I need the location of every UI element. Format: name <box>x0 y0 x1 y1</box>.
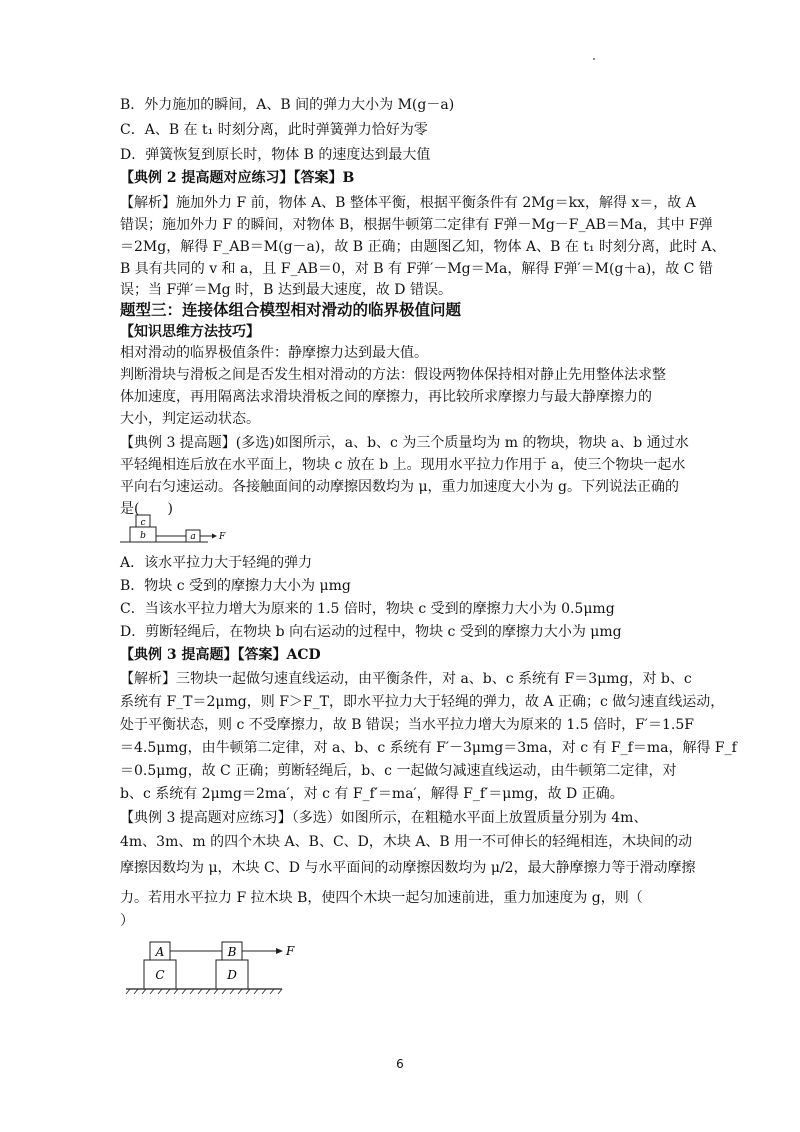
choice-c: C．当该水平拉力增大为原来的 1.5 倍时，物块 c 受到的摩擦力大小为 0.5μmg <box>120 601 615 617</box>
practice-line: 【典例 3 提高题对应练习】（多选）如图所示，在粗糙水平面上放置质量分别为 4m、 <box>120 810 648 826</box>
choice-b: B．物块 c 受到的摩擦力大小为 μmg <box>120 578 351 594</box>
practice-line: ） <box>120 913 134 929</box>
ground-hatch <box>126 989 282 994</box>
label-f: F <box>219 532 226 542</box>
option-b: B．外力施加的瞬间，A、B 间的弹力大小为 M(g－a) <box>120 97 455 113</box>
practice-line: 力。若用水平拉力 F 拉木块 B，使四个木块一起匀加速前进，重力加速度为 g，则（ <box>120 890 643 906</box>
page-number: 6 <box>396 1057 404 1071</box>
method-heading: 【知识思维方法技巧】 <box>120 324 260 340</box>
question-line: 平向右匀速运动。各接触面间的动摩擦因数均为 μ，重力加速度大小为 g。下列说法正确的 <box>120 479 679 495</box>
analysis-line: ＝0.5μmg，故 C 正确；剪断轻绳后，b、c 一起做匀减速直线运动，由牛顿第二定律，对 <box>120 763 677 779</box>
blocks-figure-1 <box>118 512 228 546</box>
analysis-line: 系统有 F_T＝2μmg，则 F＞F_T，即水平拉力大于轻绳的弹力，故 A 正确；c 做匀速直线运动， <box>120 694 725 710</box>
blocks-figure-2 <box>120 935 310 997</box>
analysis-line: 【解析】三物块一起做匀速直线运动，由平衡条件，对 a、b、c 系统有 F＝3μmg，对 b、c <box>120 671 692 687</box>
section-heading: 题型三：连接体组合模型相对滑动的临界极值问题 <box>120 300 462 319</box>
analysis-line: 错误；施加外力 F 的瞬间，对物体 B，根据牛顿第二定律有 F弹－Mg－F_AB＝Ma，其中 F弹 <box>120 217 713 233</box>
choice-d: D．剪断轻绳后，在物块 b 向右运动的过程中，物块 c 受到的摩擦力大小为 μmg <box>120 624 622 640</box>
practice-line: 4m、3m、m 的四个木块 A、B、C、D，木块 A、B 用一不可伸长的轻绳相连，木块间的动 <box>120 834 693 850</box>
arrow-icon <box>212 534 217 539</box>
answer-heading: 【典例 3 提高题】【答案】ACD <box>120 647 321 663</box>
practice-line: 摩擦因数均为 μ，木块 C、D 与水平面间的动摩擦因数均为 μ/2，最大静摩擦力等于滑动摩擦 <box>120 860 696 876</box>
analysis-line: 处于平衡状态，则 c 不受摩擦力，故 B 错误；当水平拉力增大为原来的 1.5 倍时，F′＝1.5F <box>120 717 694 733</box>
analysis-line: 误；当 F弹′＝Mg 时，B 达到最大速度，故 D 错误。 <box>120 282 452 298</box>
method-line: 体加速度，再用隔离法求滑块滑板之间的摩擦力，再比较所求摩擦力与最大静摩擦力的 <box>120 389 652 405</box>
answer-heading: 【典例 2 提高题对应练习】【答案】B <box>120 170 355 186</box>
analysis-line: 【解析】施加外力 F 前，物体 A、B 整体平衡，根据平衡条件有 2Mg＝kx，解得 x＝，故 A <box>120 195 696 211</box>
analysis-line: B 具有共同的 v 和 a，且 F_AB＝0，对 B 有 F弹′－Mg＝Ma，解得 F弹′＝M(g＋a)，故 C 错 <box>120 261 713 277</box>
option-c: C．A、B 在 t₁ 时刻分离，此时弹簧弹力恰好为零 <box>120 122 428 138</box>
label-b: B <box>227 945 237 959</box>
method-line: 判断滑块与滑板之间是否发生相对滑动的方法：假设两物体保持相对静止先用整体法求整 <box>120 367 666 383</box>
analysis-line: ＝4.5μmg，由牛顿第二定律，对 a、b、c 系统有 F′－3μmg＝3ma，对 c 有 F_f＝ma，解得 F_f <box>120 740 737 756</box>
label-a: A <box>155 945 165 959</box>
option-d: D．弹簧恢复到原长时，物体 B 的速度达到最大值 <box>120 147 431 163</box>
choice-a: A．该水平拉力大于轻绳的弹力 <box>120 555 313 571</box>
question-line: 平轻绳相连后放在水平面上，物块 c 放在 b 上。现用水平拉力作用于 a，使三个物块一起水 <box>120 457 686 473</box>
arrow-icon <box>276 948 283 954</box>
label-f: F <box>286 944 295 958</box>
analysis-line: b、c 系统有 2μmg＝2ma′，对 c 有 F_f′＝ma′，解得 F_f′＝μmg，故 D 正确。 <box>120 786 624 802</box>
scan-dot <box>593 58 595 60</box>
question-line: 是( ) <box>120 501 173 517</box>
label-c: C <box>155 968 165 982</box>
analysis-line: ＝2Mg，解得 F_AB＝M(g－a)，故 B 正确；由题图乙知，物体 A、B 在 t₁ 时刻分离，此时 A、 <box>120 239 726 255</box>
label-c: c <box>140 518 146 528</box>
method-line: 相对滑动的临界极值条件：静摩擦力达到最大值。 <box>120 345 428 361</box>
label-b: b <box>140 531 146 541</box>
label-d: D <box>227 968 237 982</box>
method-line: 大小，判定运动状态。 <box>120 411 260 427</box>
question-line: 【典例 3 提高题】(多选)如图所示，a、b、c 为三个质量均为 m 的物块，物块 a、b 通过水 <box>120 435 689 451</box>
label-a: a <box>190 532 196 542</box>
